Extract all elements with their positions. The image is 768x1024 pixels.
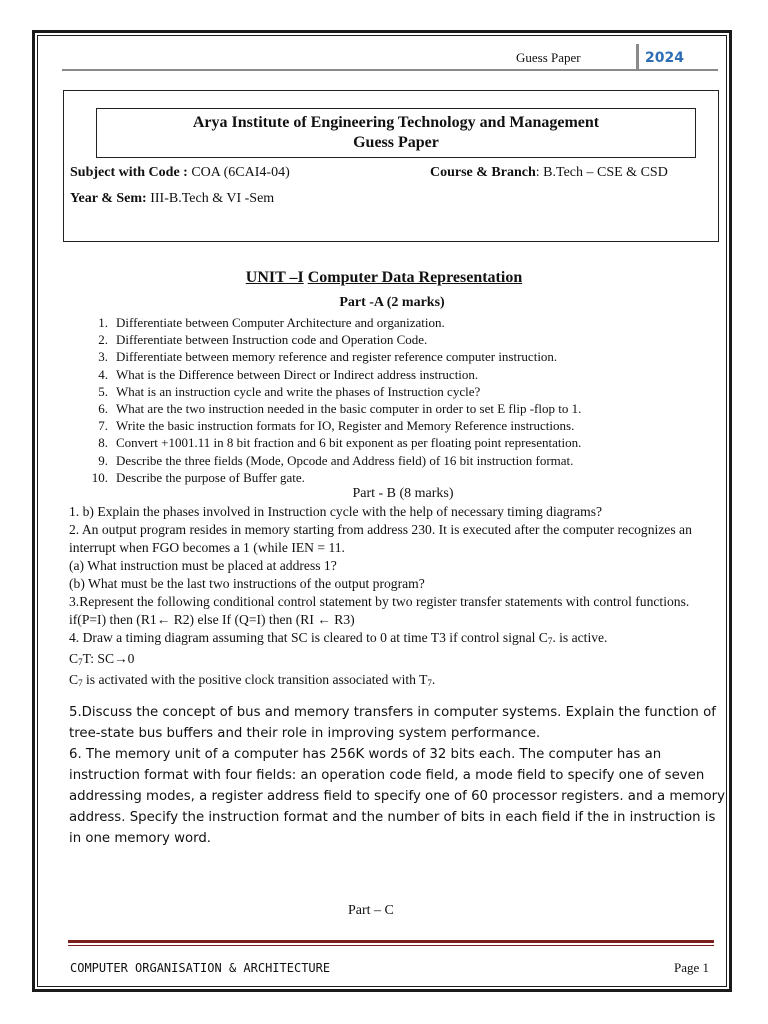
question-text: Differentiate between memory reference and register reference computer instruction. (116, 349, 558, 365)
part-b-q2b: (b) What must be the last two instructions of the output program? (69, 576, 425, 591)
question-text: What is an instruction cycle and write the phases of Instruction cycle? (116, 383, 481, 399)
q4-line2-a: C (69, 651, 79, 666)
q4-line3-a: C (69, 672, 79, 687)
part-a-question (86, 452, 581, 469)
left-arrow-icon: ← (156, 612, 171, 627)
subject-line (70, 165, 290, 181)
question-number: 8. (98, 435, 108, 451)
part-a-question-list (86, 314, 581, 486)
header-year: 2024 (645, 50, 684, 66)
part-b-questions (69, 503, 719, 692)
question-text: Convert +1001.11 in 8 bit fraction and 6 bit exponent as per floating point representation. (116, 435, 582, 451)
question-number: 6. (98, 401, 108, 417)
part-a-question (86, 469, 581, 486)
right-arrow-icon: → (114, 651, 128, 666)
part-a-question (86, 417, 581, 434)
part-b-q6: 6. The memory unit of a computer has 256K words of 32 bits each. The computer has an instruction format with four fields: an operation code field, a mode field to specify one of seven addressing modes, a register address field to specify one of 60 processor registers. and a memory address. Specify the instruction format and the number of bits in each field if the in instruction is in one memory word. (69, 747, 725, 846)
part-a-question (86, 366, 581, 383)
yearsem-label: Year & Sem: (70, 191, 147, 206)
question-number: 1. (98, 315, 108, 330)
q4-line3-subscript: 7 (78, 678, 83, 688)
q3-stmt-part-c: R3) (330, 612, 355, 627)
course-value: : B.Tech – CSE & CSD (535, 165, 668, 180)
document-type: Guess Paper (353, 134, 439, 151)
q4-line2-c: 0 (127, 651, 135, 666)
question-number: 7. (98, 418, 108, 434)
part-b-q1: 1. b) Explain the phases involved in Instruction cycle with the help of necessary timing diagrams? (69, 504, 603, 519)
footer-rule-thin (68, 945, 714, 946)
question-number: 10. (91, 469, 108, 485)
subject-label: Subject with Code : (70, 165, 188, 180)
q4-line3-subscript-2: 7 (427, 678, 432, 688)
left-arrow-icon: ← (317, 612, 331, 627)
question-text: Describe the three fields (Mode, Opcode and Address field) of 16 bit instruction format. (116, 452, 574, 468)
unit-prefix: UNIT –I (245, 269, 304, 286)
part-b-q2a: (a) What instruction must be placed at address 1? (69, 558, 337, 573)
title-box (96, 108, 696, 158)
part-a-question (86, 383, 581, 400)
footer-course-name: COMPUTER ORGANISATION & ARCHITECTURE (70, 961, 331, 975)
q3-stmt-part-a: if(P=I) then (R1 (69, 612, 157, 627)
part-b-heading: Part - B (8 marks) (352, 486, 454, 501)
unit-title (0, 269, 768, 287)
q4-line3-b: is activated with the positive clock transition associated with T (82, 672, 428, 687)
part-b-q4-line2 (69, 650, 719, 671)
part-c-heading: Part – C (348, 903, 394, 918)
course-label: Course & Branch (430, 165, 536, 180)
unit-name: Computer Data Representation (307, 269, 523, 286)
part-a-question (86, 400, 581, 417)
part-b-q5: 5.Discuss the concept of bus and memory transfers in computer systems. Explain the function of tree-state bus buffers and their role in improving system performance. (69, 705, 716, 741)
question-text: Describe the purpose of Buffer gate. (116, 469, 305, 485)
question-text: What is the Difference between Direct or Indirect address instruction. (116, 366, 479, 382)
yearsem-value: III-B.Tech & VI -Sem (146, 191, 275, 206)
part-a-question (86, 331, 581, 348)
q4-subscript: 7 (547, 636, 553, 646)
header-divider (636, 44, 639, 70)
part-a-question (86, 348, 581, 365)
q4-line2-subscript: 7 (78, 657, 83, 667)
course-line (430, 165, 668, 181)
question-text: What are the two instruction needed in the basic computer in order to set E flip -flop to 1. (116, 401, 582, 417)
subject-value: COA (6CAI4-04) (187, 165, 290, 180)
question-number: 4. (98, 366, 108, 382)
part-b-q3: 3.Represent the following conditional control statement by two register transfer statements with control functions. (69, 594, 690, 609)
question-text: Differentiate between Instruction code and Operation Code. (116, 332, 428, 348)
part-b-q4 (69, 629, 719, 650)
question-number: 5. (98, 383, 108, 399)
question-text: Write the basic instruction formats for IO, Register and Memory Reference instructions. (116, 418, 575, 434)
question-number: 9. (98, 452, 108, 468)
q4-line2-b: T: SC (82, 651, 115, 666)
q3-stmt-part-b: R2) else If (Q=I) then (RI (170, 612, 318, 627)
question-number: 3. (98, 349, 108, 365)
q4-text-b: . is active. (552, 630, 608, 645)
part-a-question (86, 434, 581, 451)
year-sem-line (70, 191, 274, 207)
q4-line3-c: . (431, 672, 436, 687)
question-number: 2. (98, 332, 108, 348)
header-label: Guess Paper (516, 50, 581, 65)
header-rule (62, 69, 718, 71)
footer-page-number: Page 1 (674, 960, 710, 975)
part-b-q2: 2. An output program resides in memory starting from address 230. It is executed after the computer recognizes an interrupt when FGO becomes a 1 (while IEN = 11. (69, 522, 692, 555)
q4-text-a: 4. Draw a timing diagram assuming that SC is cleared to 0 at time T3 if control signal C (69, 630, 548, 645)
part-b-q4-line3 (69, 671, 719, 692)
question-text: Differentiate between Computer Architecture and organization. (116, 315, 445, 330)
part-a-heading: Part -A (2 marks) (339, 295, 445, 310)
part-b-questions-continued (69, 702, 725, 849)
footer-rule-thick (68, 940, 714, 943)
part-b-q3-statement (69, 611, 719, 629)
part-a-question (86, 314, 581, 331)
institute-name: Arya Institute of Engineering Technology and Management (192, 114, 600, 131)
